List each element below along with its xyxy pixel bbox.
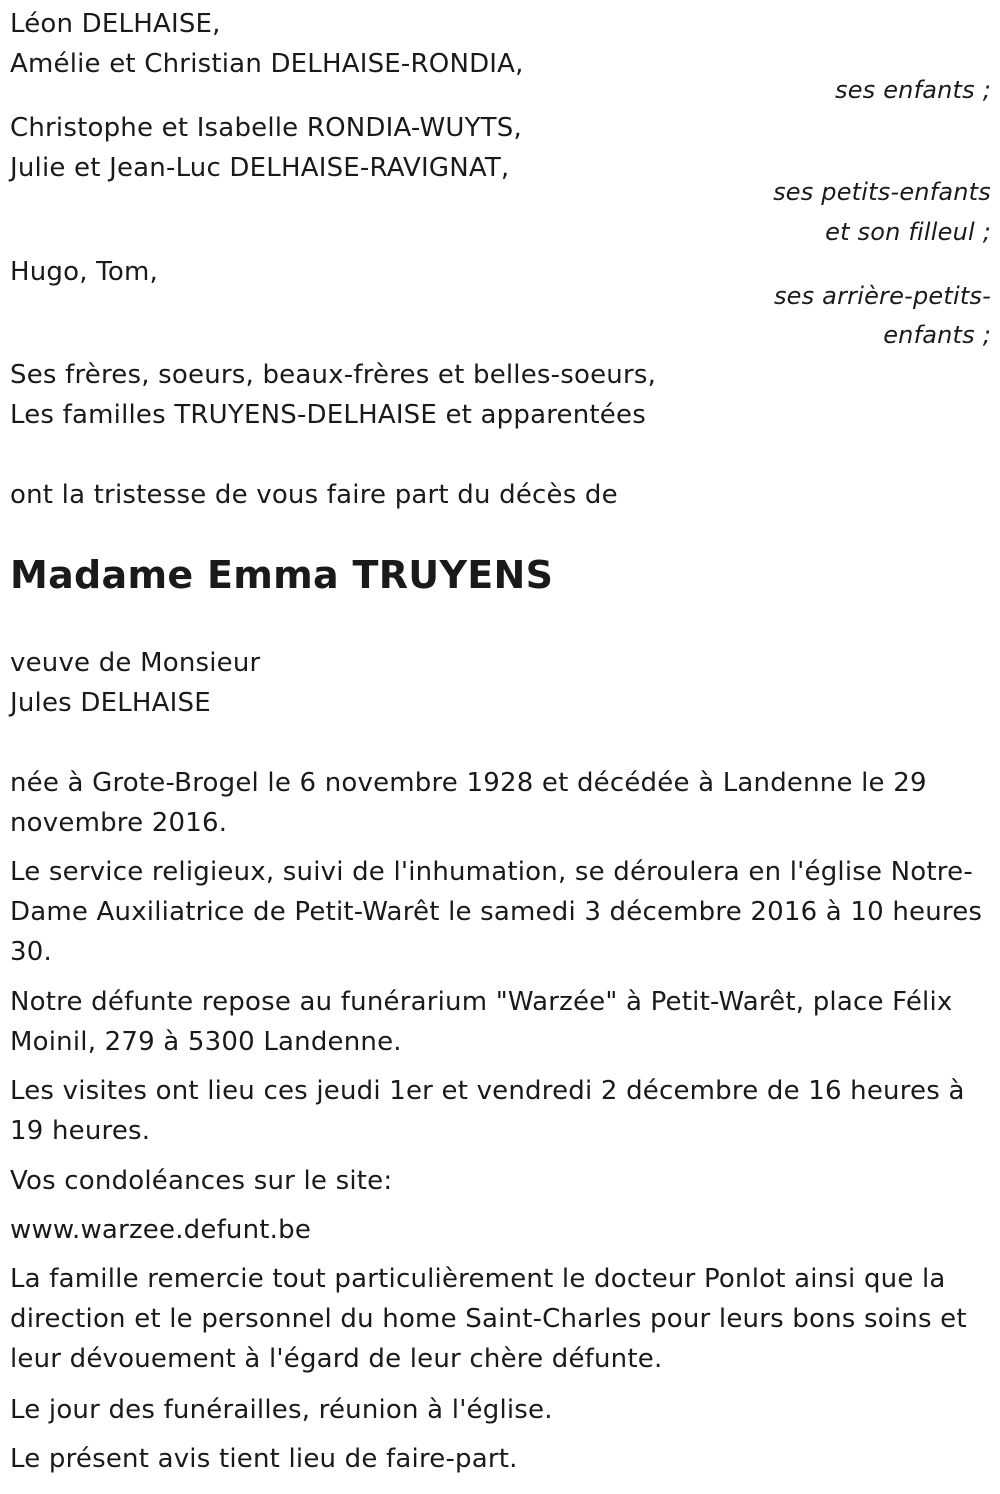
- notice-disclaimer: Le présent avis tient lieu de faire-part.: [10, 1444, 518, 1474]
- condolences-website: www.warzee.defunt.be: [10, 1215, 312, 1245]
- family-great-grandchildren: Hugo, Tom,: [10, 257, 158, 287]
- deceased-name: Madame Emma TRUYENS: [10, 553, 554, 597]
- great-grandchildren-role-line-1: ses arrière-petits-: [773, 282, 991, 310]
- service-details: Le service religieux, suivi de l'inhumation, se déroulera en l'église Notre-Dame Auxiliatrice de Petit-Warêt le samedi 3 décembre 2016 à 10 heures 30.: [10, 857, 983, 967]
- children-role: ses enfants ;: [835, 76, 991, 104]
- funerarium-details: Notre défunte repose au funérarium "Warzée" à Petit-Warêt, place Félix Moinil, 279 à 5300 Landenne.: [10, 987, 953, 1057]
- grandchildren-role-line-1: ses petits-enfants: [773, 178, 991, 206]
- family-grandchildren-line-1: Christophe et Isabelle RONDIA-WUYTS,: [10, 113, 522, 143]
- family-children-line-2: Amélie et Christian DELHAISE-RONDIA,: [10, 49, 524, 79]
- widow-of-line-1: veuve de Monsieur: [10, 648, 261, 678]
- announcement-text: ont la tristesse de vous faire part du décès de: [10, 480, 618, 510]
- family-siblings-line-2: Les familles TRUYENS-DELHAISE et apparentées: [10, 400, 646, 430]
- great-grandchildren-role-line-2: enfants ;: [883, 321, 991, 349]
- widow-of-line-2: Jules DELHAISE: [10, 688, 211, 718]
- thanks-paragraph: La famille remercie tout particulièrement le docteur Ponlot ainsi que la direction et le personnel du home Saint-Charles pour leurs bons soins et leur dévouement à l'égard de leur chère défunte.: [10, 1264, 967, 1374]
- birth-death-details: née à Grote-Brogel le 6 novembre 1928 et décédée à Landenne le 29 novembre 2016.: [10, 768, 927, 838]
- family-grandchildren-line-2: Julie et Jean-Luc DELHAISE-RAVIGNAT,: [10, 153, 510, 183]
- condolences-label: Vos condoléances sur le site:: [10, 1166, 393, 1196]
- funeral-meeting-note: Le jour des funérailles, réunion à l'église.: [10, 1395, 553, 1425]
- visits-details: Les visites ont lieu ces jeudi 1er et vendredi 2 décembre de 16 heures à 19 heures.: [10, 1076, 965, 1146]
- grandchildren-role-line-2: et son filleul ;: [825, 218, 991, 246]
- family-children-line-1: Léon DELHAISE,: [10, 9, 221, 39]
- family-siblings-line-1: Ses frères, soeurs, beaux-frères et belles-soeurs,: [10, 360, 657, 390]
